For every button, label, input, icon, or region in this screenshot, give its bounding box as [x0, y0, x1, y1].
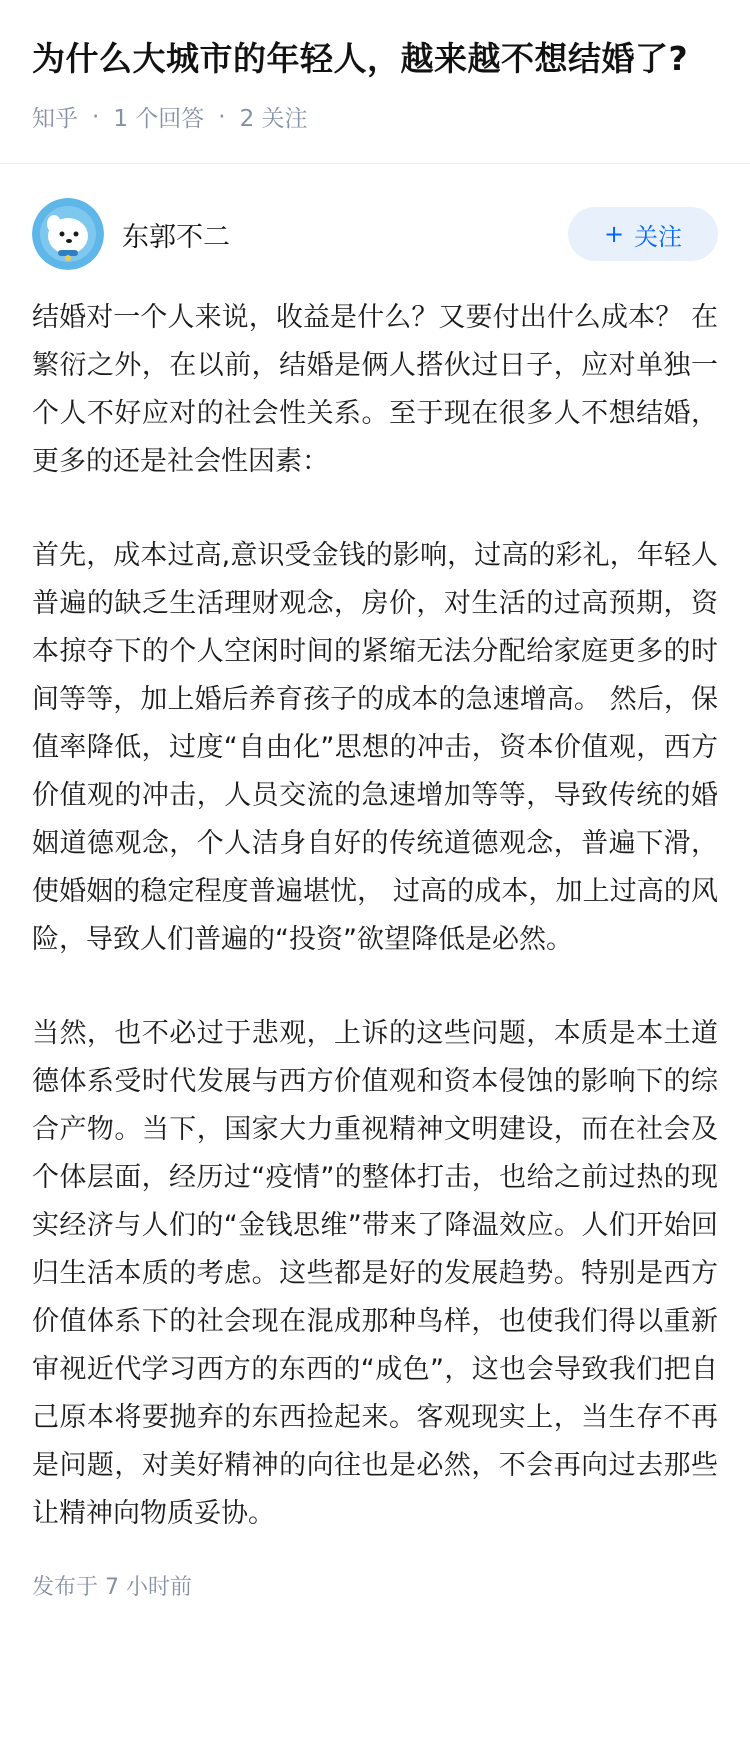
- divider: [0, 163, 750, 164]
- question-meta: [32, 100, 718, 133]
- follower-count: 2 关注: [239, 106, 308, 132]
- author-info[interactable]: [32, 198, 230, 270]
- avatar[interactable]: [32, 198, 104, 270]
- avatar-image: [32, 198, 104, 270]
- author-name[interactable]: 东郭不二: [122, 221, 230, 253]
- answer-paragraph: 当然，也不必过于悲观，上诉的这些问题，本质是本土道德体系受时代发展与西方价值观和资本侵蚀的影响下的综合产物。当下，国家大力重视精神文明建设，而在社会及个体层面，经历过“疫情”的整体打击，也给之前过热的现实经济与人们的“金钱思维”带来了降温效应。人们开始回归生活本质的考虑。这些都是好的发展趋势。特别是西方价值体系下的社会现在混成那种鸟样，也使我们得以重新审视近代学习西方的东西的“成色”，这也会导致我们把自己原本将要抛弃的东西捡起来。客观现实上，当生存不再是问题，对美好精神的向往也是必然，不会再向过去那些让精神向物质妥协。: [32, 1018, 718, 1529]
- published-time: 发布于 7 小时前: [32, 1575, 192, 1600]
- plus-icon: +: [603, 220, 625, 248]
- meta-separator: ·: [218, 103, 226, 130]
- author-row: [32, 198, 718, 270]
- answer-card: [0, 198, 750, 1601]
- answer-paragraph: 结婚对一个人来说，收益是什么？又要付出什么成本？ 在繁衍之外，在以前，结婚是俩人搭伙过日子，应对单独一个人不好应对的社会性关系。至于现在很多人不想结婚，更多的还是社会性因素：: [32, 302, 718, 477]
- source-label[interactable]: 知乎: [32, 106, 78, 132]
- follow-button[interactable]: [568, 207, 718, 261]
- answer-count[interactable]: 1 个回答: [113, 106, 205, 132]
- answer-content: [32, 294, 718, 1538]
- meta-separator: ·: [92, 103, 100, 130]
- question-header: [0, 0, 750, 133]
- answer-paragraph: 首先，成本过高,意识受金钱的影响，过高的彩礼，年轻人普遍的缺乏生活理财观念，房价，对生活的过高预期，资本掠夺下的个人空闲时间的紧缩无法分配给家庭更多的时间等等，加上婚后养育孩子的成本的急速增高。 然后，保值率降低，过度“自由化”思想的冲击，资本价值观，西方价值观的冲击，人员交流的急速增加等等，导致传统的婚姻道德观念，个人洁身自好的传统道德观念，普遍下滑，使婚姻的稳定程度普遍堪忧， 过高的成本，加上过高的风险，导致人们普遍的“投资”欲望降低是必然。: [32, 540, 718, 955]
- question-title[interactable]: 为什么大城市的年轻人，越来越不想结婚了?: [32, 39, 689, 78]
- follow-label: 关注: [634, 222, 683, 251]
